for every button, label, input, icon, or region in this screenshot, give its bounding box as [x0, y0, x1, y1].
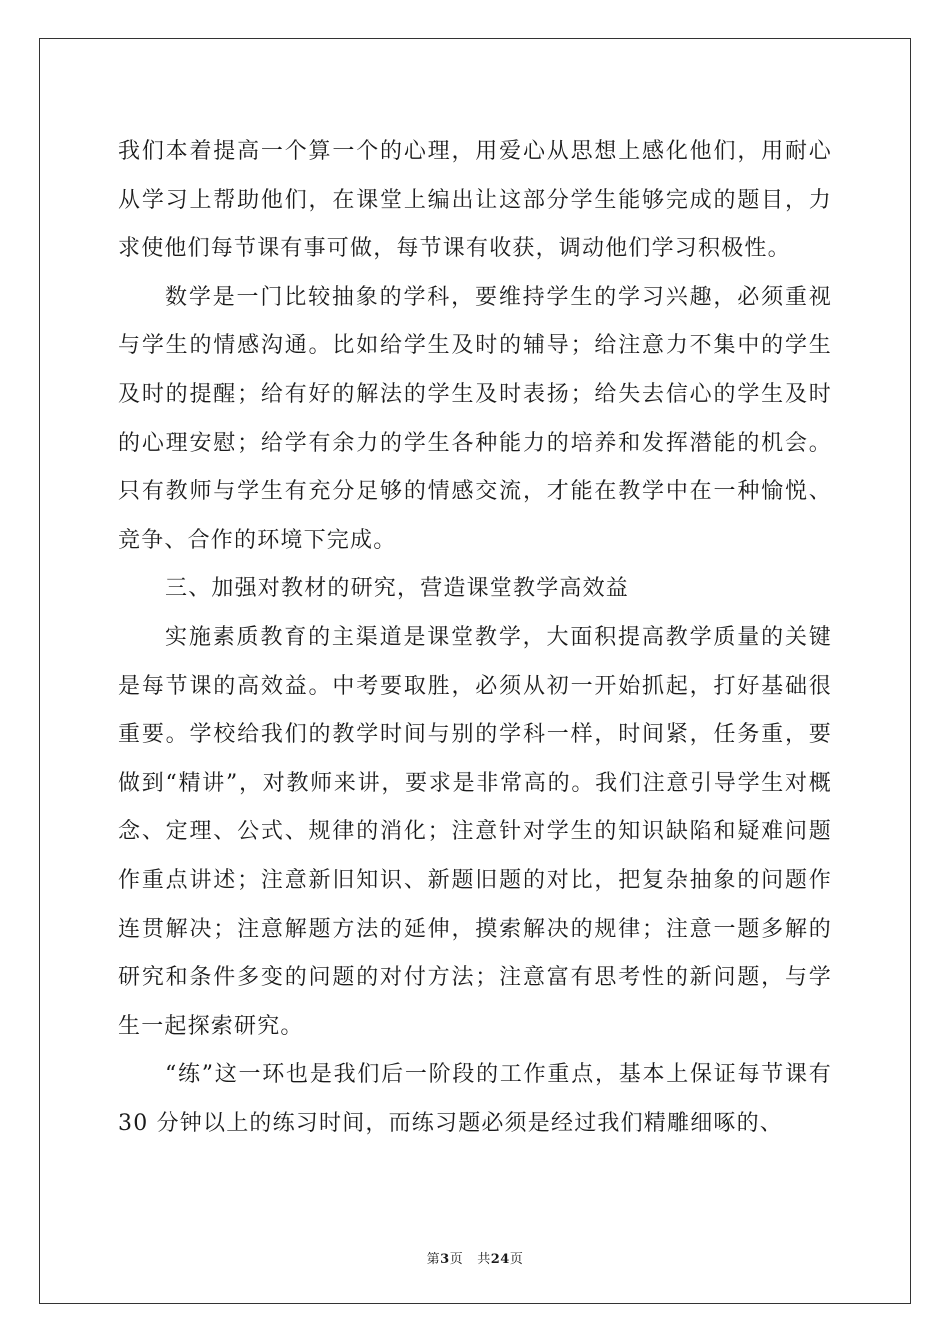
- document-body: [118, 128, 832, 1148]
- paragraph-2: 数学是一门比较抽象的学科，要维持学生的学习兴趣，必须重视与学生的情感沟通。比如给学生及时的辅导；给注意力不集中的学生及时的提醒；给有好的解法的学生及时表扬；给失去信心的学生及时的心理安慰；给学有余力的学生各种能力的培养和发挥潜能的机会。只有教师与学生有充分足够的情感交流，才能在教学中在一种愉悦、竞争、合作的环境下完成。: [118, 284, 832, 553]
- total-suffix: 页: [509, 1252, 524, 1267]
- current-page: 3: [440, 1252, 450, 1267]
- page-suffix: 页: [449, 1252, 464, 1267]
- page-number: [427, 1252, 464, 1267]
- page-footer: [0, 1248, 950, 1267]
- total-prefix: 共: [477, 1252, 491, 1267]
- paragraph-1: 我们本着提高一个算一个的心理，用爱心从思想上感化他们，用耐心从学习上帮助他们，在课堂上编出让这部分学生能够完成的题目，力求使他们每节课有事可做，每节课有收获，调动他们学习积极性。: [118, 139, 832, 262]
- total-pages: 24: [490, 1252, 510, 1267]
- page-total: [477, 1252, 523, 1267]
- page-prefix: 第: [426, 1252, 441, 1267]
- paragraph-4: “练”这一环也是我们后一阶段的工作重点，基本上保证每节课有 30 分钟以上的练习时间，而练习题必须是经过我们精雕细啄的、: [118, 1062, 832, 1136]
- section-heading: 三、加强对教材的研究，营造课堂教学高效益: [165, 576, 630, 602]
- paragraph-3: 实施素质教育的主渠道是课堂教学，大面积提高教学质量的关键是每节课的高效益。中考要取胜，必须从初一开始抓起，打好基础很重要。学校给我们的教学时间与别的学科一样，时间紧，任务重，要做到“精讲”，对教师来讲，要求是非常高的。我们注意引导学生对概念、定理、公式、规律的消化；注意针对学生的知识缺陷和疑难问题作重点讲述；注意新旧知识、新题旧题的对比，把复杂抽象的问题作连贯解决；注意解题方法的延伸，摸索解决的规律；注意一题多解的研究和条件多变的问题的对付方法；注意富有思考性的新问题，与学生一起探索研究。: [118, 624, 832, 1039]
